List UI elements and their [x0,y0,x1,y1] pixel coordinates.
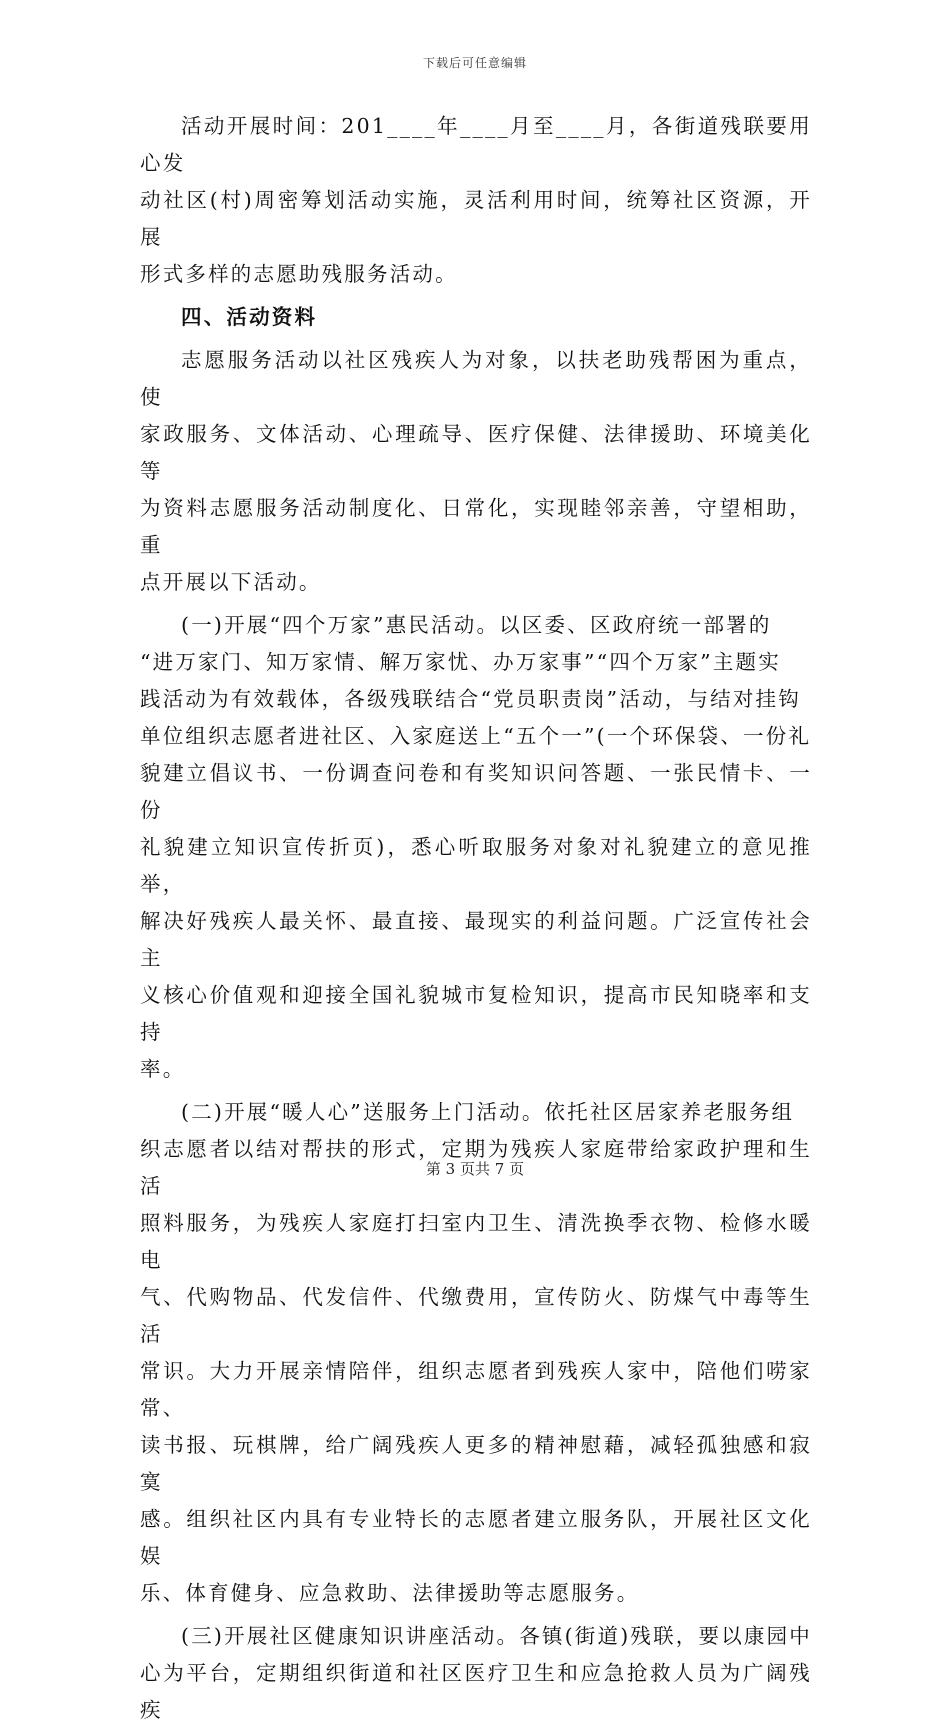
text-line: 点开展以下活动。 [140,570,322,594]
text-line: 乐、体育健身、应急救助、法律援助等志愿服务。 [140,1581,640,1605]
text-line: 礼貌建立知识宣传折页)，悉心听取服务对象对礼貌建立的意见推举， [140,835,812,896]
page-number-footer: 第 3 页共 7 页 [425,1160,525,1178]
text-line: 活动开展时间：201____年____月至____月，各街道残联要用心发 [140,114,812,175]
text-line: (一)开展“四个万家”惠民活动。以区委、区政府统一部署的 [181,613,772,637]
section-heading [140,299,812,336]
text-line: 单位组织志愿者进社区、入家庭送上“五个一”(一个环保袋、一份礼 [140,724,812,748]
text-line: 照料服务，为残疾人家庭打扫室内卫生、清洗换季衣物、检修水暖电 [140,1211,812,1272]
text-line: 心为平台，定期组织街道和社区医疗卫生和应急抢救人员为广阔残疾 [140,1661,812,1722]
text-line: 动社区(村)周密筹划活动实施，灵活利用时间，统筹社区资源，开展 [140,188,812,249]
paragraph-item-3 [140,1618,812,1729]
text-line: 践活动为有效载体，各级残联结合“党员职责岗”活动，与结对挂钩 [140,687,801,711]
text-line: 率。 [140,1057,186,1081]
heading-text: 四、活动资料 [181,305,318,329]
text-line: 义核心价值观和迎接全国礼貌城市复检知识，提高市民知晓率和支持 [140,983,812,1044]
text-line: 形式多样的志愿助残服务活动。 [140,262,458,286]
page-header-note: 下载后可任意编辑 [422,56,527,70]
text-line: 织志愿者以结对帮扶的形式，定期为残疾人家庭带给家政护理和生活 [140,1137,812,1198]
paragraph-intro [140,342,812,601]
paragraph-activity-time [140,108,812,293]
text-line: 志愿服务活动以社区残疾人为对象，以扶老助残帮困为重点，使 [140,348,812,409]
text-line: 气、代购物品、代发信件、代缴费用，宣传防火、防煤气中毒等生活 [140,1285,812,1346]
text-line: (三)开展社区健康知识讲座活动。各镇(街道)残联，要以康园中 [181,1624,812,1648]
text-line: 貌建立倡议书、一份调查问卷和有奖知识问答题、一张民情卡、一份 [140,761,812,822]
text-line: 常识。大力开展亲情陪伴，组织志愿者到残疾人家中，陪他们唠家常、 [140,1359,812,1420]
text-line: (二)开展“暖人心”送服务上门活动。依托社区居家养老服务组 [181,1100,795,1124]
text-line: 家政服务、文体活动、心理疏导、医疗保健、法律援助、环境美化等 [140,422,812,483]
paragraph-item-1 [140,607,812,1088]
text-line: 解决好残疾人最关怀、最直接、最现实的利益问题。广泛宣传社会主 [140,909,812,970]
text-line: 感。组织社区内具有专业特长的志愿者建立服务队，开展社区文化娱 [140,1507,812,1568]
document-body [140,108,812,1729]
text-line: 读书报、玩棋牌，给广阔残疾人更多的精神慰藉，减轻孤独感和寂寞 [140,1433,812,1494]
text-line: “进万家门、知万家情、解万家忧、办万家事”“四个万家”主题实 [140,650,781,674]
text-line: 为资料志愿服务活动制度化、日常化，实现睦邻亲善，守望相助，重 [140,496,812,557]
